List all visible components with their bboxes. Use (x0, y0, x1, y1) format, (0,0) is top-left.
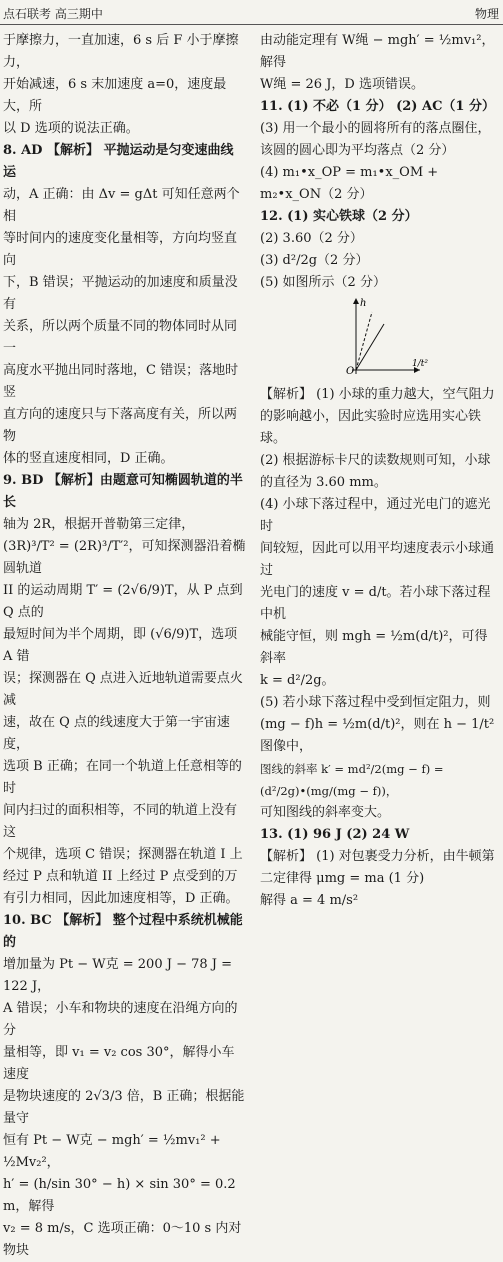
dashed-line (356, 312, 372, 370)
text-line: (5) 若小球下落过程中受到恒定阻力，则 (260, 695, 491, 710)
text-line: 速，故在 Q 点的线速度大于第一宇宙速度， (3, 715, 230, 752)
text-line: 解得 a = 4 m/s² (260, 893, 359, 908)
solid-line (356, 324, 384, 370)
text-line: (4) m₁•x_OP = m₁•x_OM + m₂•x_ON（2 分） (260, 165, 439, 202)
header-subject: 物理 (474, 7, 499, 21)
text-line: 恒有 Pt − W克 − mgh′ = ½mv₁² + ½Mv₂²， (3, 1133, 221, 1170)
text-line: 关系，所以两个质量不同的物体同时从同一 (3, 319, 238, 356)
text-line: 光电门的速度 v = d/t。若小球下落过程中机 (260, 585, 491, 622)
text-line: 于摩擦力，一直加速，6 s 后 F 小于摩擦力， (3, 33, 239, 70)
y-axis-arrow (353, 298, 359, 304)
text-line: 轴为 2R，根据开普勒第三定律， (3, 517, 195, 532)
text-line: 等时间内的速度变化量相等，方向均竖直向 (3, 231, 238, 268)
text-line: 该圆的圆心即为平均落点（2 分） (260, 143, 455, 158)
text-line: 的直径为 3.60 mm。 (260, 475, 387, 490)
text-line: (mg − f)h = ½m(d/t)²，则在 h − 1/t² 图像中， (260, 717, 495, 754)
origin-label: O (346, 366, 355, 377)
text-line: II 的运动周期 T′ = (2√6/9)T，从 P 点到 Q 点的 (3, 583, 243, 620)
text-line: 体的竖直速度相同，D 正确。 (3, 451, 174, 466)
text-line: 13. (1) 96 J (2) 24 W (260, 827, 410, 842)
text-line: 9. BD 【解析】由题意可知椭圆轨道的半长 (3, 473, 243, 510)
text-line: 【解析】 (1) 小球的重力越大，空气阻力 (260, 387, 495, 402)
text-line: 选项 B 正确；在同一个轨道上任意相等的时 (3, 759, 242, 796)
text-line: h′ = (h/sin 30° − h) × sin 30° = 0.2 m，解得 (3, 1177, 236, 1214)
text-line: 【解析】 (1) 对包裹受力分析，由牛顿第 (260, 849, 495, 864)
text-line: 间较短，因此可以用平均速度表示小球通过 (260, 541, 495, 578)
text-line: (3) 用一个最小的圆将所有的落点圈住， (260, 121, 491, 136)
text-line: (2) 根据游标卡尺的读数规则可知，小球 (260, 453, 491, 468)
text-line: 最短时间为半个周期，即 (√6/9)T，选项 A 错 (3, 627, 238, 664)
text-line: 增加量为 Pt − W克 = 200 J − 78 J = 122 J， (3, 957, 233, 994)
h-vs-inverse-t2-graph (260, 294, 500, 376)
text-line: (2) 3.60（2 分） (260, 231, 363, 246)
text-line: 的影响越小，因此实验时应选用实心铁球。 (260, 409, 482, 446)
text-line: 直方向的速度只与下落高度有关，所以两物 (3, 407, 238, 444)
text-line: (3) d²/2g（2 分） (260, 253, 369, 268)
text-line: A 错误；小车和物块的速度在沿绳方向的分 (3, 1001, 238, 1038)
text-line: 高度水平抛出同时落地，C 错误；落地时竖 (3, 363, 239, 400)
text-line: 械能守恒，则 mgh = ½m(d/t)²，可得斜率 (260, 629, 488, 666)
text-line: 是物块速度的 2√3/3 倍，B 正确；根据能量守 (3, 1089, 245, 1126)
text-line: 8. AD 【解析】 平抛运动是匀变速曲线运 (3, 143, 234, 180)
text-line: 量相等，即 v₁ = v₂ cos 30°，解得小车速度 (3, 1045, 235, 1082)
text-line: k = d²/2g。 (260, 673, 335, 688)
text-line: 由动能定理有 W绳 − mgh′ = ½mv₁²，解得 (260, 33, 495, 70)
left-column (3, 30, 246, 1262)
text-line: 个规律，选项 C 错误；探测器在轨道 I 上 (3, 847, 243, 862)
text-line: 二定律得 μmg = ma (1 分) (260, 871, 425, 886)
text-line: 12. (1) 实心铁球（2 分） (260, 209, 418, 224)
text-line: 有引力相同，因此加速度相等，D 正确。 (3, 891, 239, 906)
text-line: 可知图线的斜率变大。 (260, 805, 391, 820)
text-line: (5) 如图所示（2 分） (260, 275, 386, 290)
text-line: (3R)³/T² = (2R)³/T′²，可知探测器沿着椭圆轨道 (3, 539, 246, 576)
text-line: 误；探测器在 Q 点进入近地轨道需要点火减 (3, 671, 243, 708)
y-axis-label: h (360, 298, 367, 309)
text-line: 间内扫过的面积相等，不同的轨道上没有这 (3, 803, 238, 840)
text-line: 开始减速，6 s 末加速度 a=0，速度最大，所 (3, 77, 227, 114)
text-line: 10. BC 【解析】 整个过程中系统机械能的 (3, 913, 243, 950)
text-line: 动，A 正确：由 Δv = gΔt 可知任意两个相 (3, 187, 240, 224)
x-axis-label: 1/t² (412, 359, 428, 369)
text-line: v₂ = 8 m/s，C 选项正确：0～10 s 内对物块 (3, 1221, 242, 1258)
text-line: 经过 P 点和轨道 II 上经过 P 点受到的万 (3, 869, 238, 884)
text-line: (4) 小球下落过程中，通过光电门的遮光时 (260, 497, 491, 534)
text-line: 11. (1) 不必（1 分） (2) AC（1 分） (260, 99, 495, 114)
text-line: 图线的斜率 k′ = md²/2(mg − f) = (d²/2g)•(mg/(mg − f))， (260, 762, 444, 798)
text-line: 下，B 错误；平抛运动的加速度和质量没有 (3, 275, 238, 312)
header-title: 点石联考 高三期中 (3, 7, 103, 21)
text-line: 以 D 选项的说法正确。 (3, 121, 139, 136)
page-header (0, 0, 503, 25)
text-line: W绳 = 26 J，D 选项错误。 (260, 77, 424, 92)
right-column (260, 30, 500, 912)
